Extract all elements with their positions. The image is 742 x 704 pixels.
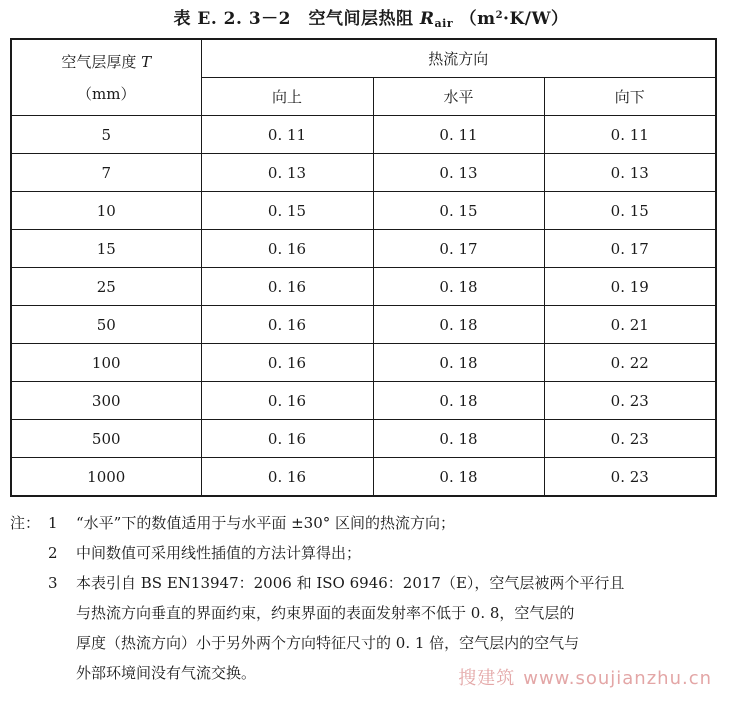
note-item: 注： 1 “水平”下的数值适用于与水平面 ±30° 区间的热流方向； bbox=[10, 508, 715, 538]
table-row: 500 0. 16 0. 18 0. 23 bbox=[11, 420, 716, 458]
header-thickness: 空气层厚度 T （mm） bbox=[11, 39, 201, 116]
table-row: 25 0. 16 0. 18 0. 19 bbox=[11, 268, 716, 306]
table-notes bbox=[10, 508, 715, 688]
header-downward: 向下 bbox=[544, 78, 716, 116]
table-row: 5 0. 11 0. 11 0. 11 bbox=[11, 116, 716, 154]
header-horizontal: 水平 bbox=[373, 78, 544, 116]
table-row: 1000 0. 16 0. 18 0. 23 bbox=[11, 458, 716, 497]
rair-symbol: R bbox=[419, 9, 435, 29]
watermark-brand: 搜建筑 bbox=[458, 668, 516, 689]
table-row: 300 0. 16 0. 18 0. 23 bbox=[11, 382, 716, 420]
thermal-resistance-table bbox=[10, 38, 717, 497]
note-item: 2 中间数值可采用线性插值的方法计算得出； bbox=[48, 544, 362, 562]
note-item: 3 本表引自 BS EN13947：2006 和 ISO 6946：2017（E），空气层被两个平行且 bbox=[48, 574, 625, 592]
header-upward: 向上 bbox=[201, 78, 373, 116]
site-watermark bbox=[458, 664, 712, 690]
table-row: 100 0. 16 0. 18 0. 22 bbox=[11, 344, 716, 382]
note-continuation: 厚度（热流方向）小于另外两个方向特征尺寸的 0. 1 倍，空气层内的空气与 bbox=[76, 634, 580, 652]
table-row: 10 0. 15 0. 15 0. 15 bbox=[11, 192, 716, 230]
notes-lead: 注： bbox=[10, 514, 41, 532]
header-heat-flow-direction: 热流方向 bbox=[201, 39, 716, 78]
table-row: 50 0. 16 0. 18 0. 21 bbox=[11, 306, 716, 344]
note-continuation: 与热流方向垂直的界面约束，约束界面的表面发射率不低于 0. 8，空气层的 bbox=[76, 604, 575, 622]
table-row: 7 0. 13 0. 13 0. 13 bbox=[11, 154, 716, 192]
table-title: 表 E. 2. 3－2 空气间层热阻 $R_{air}$ $(m^2\cdot K/W)$ bbox=[173, 9, 569, 30]
watermark-url: www.soujianzhu.cn bbox=[523, 668, 712, 689]
table-row: 15 0. 16 0. 17 0. 17 bbox=[11, 230, 716, 268]
note-continuation: 外部环境间没有气流交换。 bbox=[76, 664, 257, 682]
